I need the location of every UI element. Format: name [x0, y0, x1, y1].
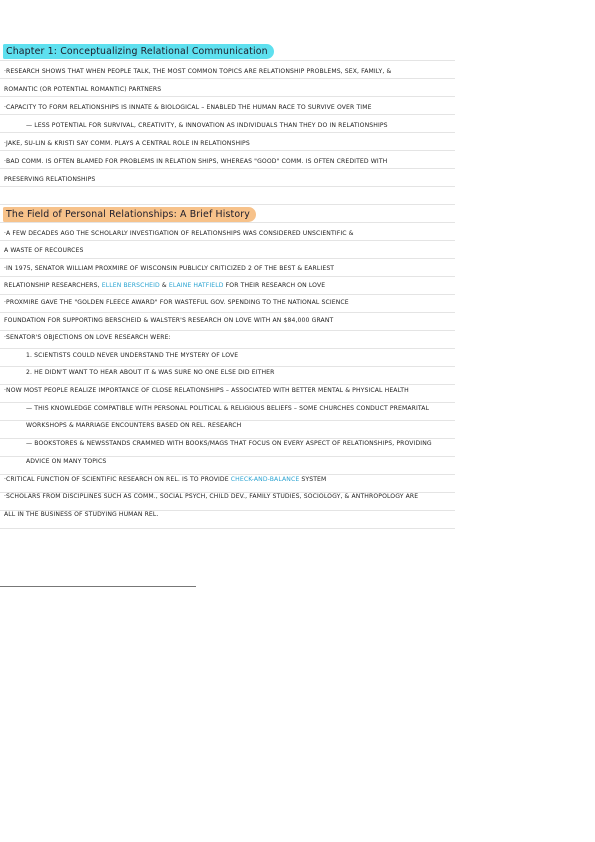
note-text: SYSTEM: [301, 476, 327, 483]
ruled-line: [0, 168, 455, 169]
note-subline: — THIS KNOWLEDGE COMPATIBLE WITH PERSONAL POLITICAL & RELIGIOUS BELIEFS – SOME CHURCHES CONDUCT PREMARITAL: [26, 405, 430, 412]
ruled-line: [0, 294, 455, 295]
ruled-line: [0, 96, 455, 97]
note-text: FOR THEIR RESEARCH ON LOVE: [225, 282, 326, 289]
note-line: ·SENATOR'S OBJECTIONS ON LOVE RESEARCH WERE:: [4, 334, 171, 341]
note-line: ·A FEW DECADES AGO THE SCHOLARLY INVESTIGATION OF RELATIONSHIPS WAS CONSIDERED UNSCIENTIFIC &: [4, 230, 354, 237]
numbered-item: 2. HE DIDN'T WANT TO HEAR ABOUT IT & WAS SURE NO ONE ELSE DID EITHER: [26, 369, 275, 376]
ruled-line: [0, 258, 455, 259]
ruled-line: [0, 60, 455, 61]
ruled-line: [0, 132, 455, 133]
ruled-line: [0, 330, 455, 331]
note-subline: — BOOKSTORES & NEWSSTANDS CRAMMED WITH BOOKS/MAGS THAT FOCUS ON EVERY ASPECT OF RELATIONSHIPS, PROVIDING: [26, 440, 432, 447]
highlight-name-berscheid: ELLEN BERSCHEID: [101, 282, 160, 289]
ruled-line: [0, 312, 455, 313]
note-subline-cont: ADVICE ON MANY TOPICS: [26, 458, 107, 465]
ruled-line: [0, 276, 455, 277]
ruled-line: [0, 222, 455, 223]
ruled-line: [0, 150, 455, 151]
note-line: ROMANTIC (OR POTENTIAL ROMANTIC) PARTNERS: [4, 86, 162, 93]
note-subline-cont: WORKSHOPS & MARRIAGE ENCOUNTERS BASED ON REL. RESEARCH: [26, 422, 242, 429]
note-line-researchers: [4, 281, 325, 290]
ruled-line: [0, 78, 455, 79]
numbered-item: 1. SCIENTISTS COULD NEVER UNDERSTAND THE MYSTERY OF LOVE: [26, 352, 239, 359]
note-text: ·CRITICAL FUNCTION OF SCIENTIFIC RESEARCH ON REL. IS TO PROVIDE: [4, 476, 229, 483]
highlight-name-hatfield: ELAINE HATFIELD: [168, 282, 224, 289]
ruled-line: [0, 186, 455, 187]
note-line: A WASTE OF RECOURCES: [4, 247, 84, 254]
note-line: ·SCHOLARS FROM DISCIPLINES SUCH AS COMM., SOCIAL PSYCH, CHILD DEV., FAMILY STUDIES, SOCIOLOGY, & ANTHROPOLOGY ARE: [4, 493, 419, 500]
note-line: ·IN 1975, SENATOR WILLIAM PROXMIRE OF WISCONSIN PUBLICLY CRITICIZED 2 OF THE BEST & EARLIEST: [4, 265, 335, 272]
ampersand: &: [161, 282, 167, 289]
note-line: FOUNDATION FOR SUPPORTING BERSCHEID & WALSTER'S RESEARCH ON LOVE WITH AN $84,000 GRANT: [4, 317, 334, 324]
ruled-line: [0, 114, 455, 115]
note-line: ·PROXMIRE GAVE THE "GOLDEN FLEECE AWARD" FOR WASTEFUL GOV. SPENDING TO THE NATIONAL SCIENCE: [4, 299, 349, 306]
note-line: ·CAPACITY TO FORM RELATIONSHIPS IS INNATE & BIOLOGICAL – ENABLED THE HUMAN RACE TO SURVIVE OVER TIME: [4, 104, 372, 111]
ruled-line: [0, 528, 455, 529]
note-line: ALL IN THE BUSINESS OF STUDYING HUMAN REL.: [4, 511, 159, 518]
note-line: PRESERVING RELATIONSHIPS: [4, 176, 96, 183]
note-line: ·JAKE, SU-LIN & KRISTI SAY COMM. PLAYS A CENTRAL ROLE IN RELATIONSHIPS: [4, 140, 250, 147]
ruled-line: [0, 204, 455, 205]
section-title-brief-history: The Field of Personal Relationships: A Brief History: [3, 207, 256, 222]
ruled-line: [0, 384, 455, 385]
section-title-chapter-1: Chapter 1: Conceptualizing Relational Communication: [3, 44, 274, 59]
note-line: ·RESEARCH SHOWS THAT WHEN PEOPLE TALK, THE MOST COMMON TOPICS ARE RELATIONSHIP PROBLEMS, SEX, FAMILY, &: [4, 68, 392, 75]
footnote-divider: [0, 586, 196, 587]
note-text: RELATIONSHIP RESEARCHERS,: [4, 282, 100, 289]
note-line: ·NOW MOST PEOPLE REALIZE IMPORTANCE OF CLOSE RELATIONSHIPS – ASSOCIATED WITH BETTER MENTAL & PHYSICAL HEALTH: [4, 387, 409, 394]
ruled-line: [0, 402, 455, 403]
note-line: ·BAD COMM. IS OFTEN BLAMED FOR PROBLEMS IN RELATION SHIPS, WHEREAS "GOOD" COMM. IS OFTEN CREDITED WITH: [4, 158, 388, 165]
note-line-check-balance: [4, 475, 326, 484]
highlight-term-check-and-balance: CHECK-AND-BALANCE: [230, 476, 300, 483]
ruled-line: [0, 348, 455, 349]
ruled-line: [0, 366, 455, 367]
note-subline: — LESS POTENTIAL FOR SURVIVAL, CREATIVITY, & INNOVATION AS INDIVIDUALS THAN THEY DO IN RELATIONSHIPS: [26, 122, 388, 129]
ruled-line: [0, 240, 455, 241]
